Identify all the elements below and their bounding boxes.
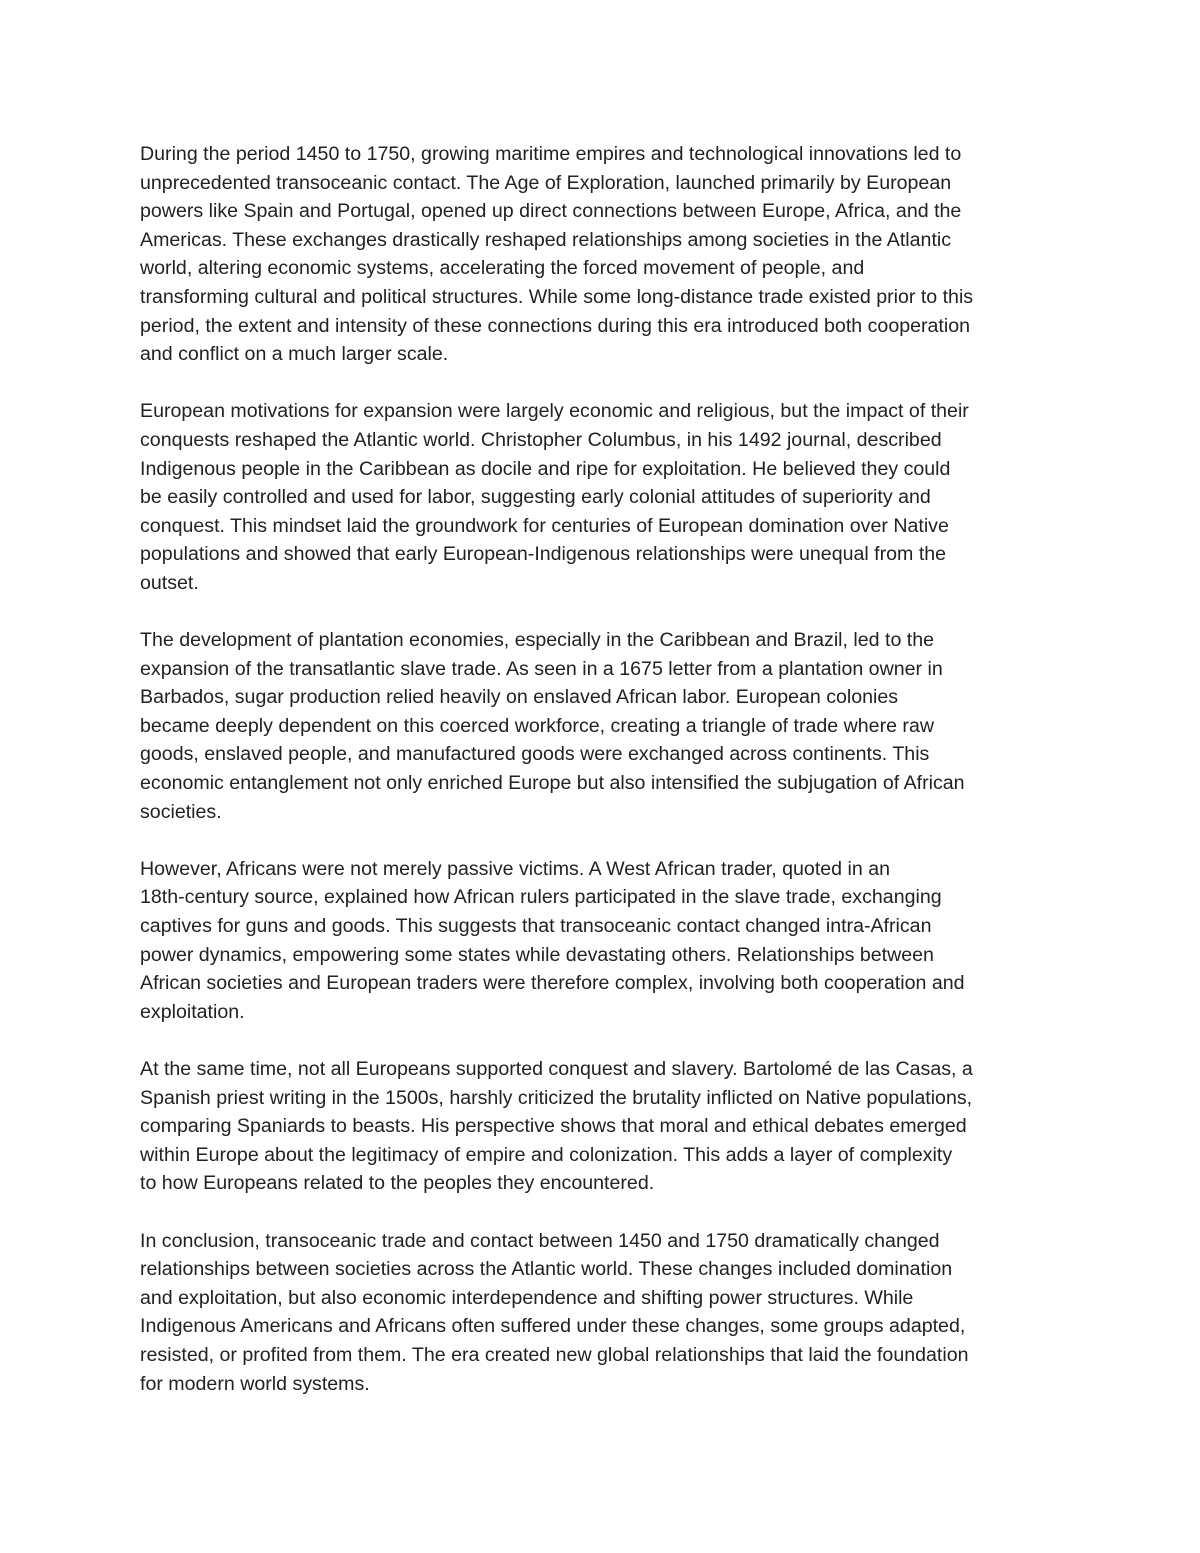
text-line: period, the extent and intensity of these connections during this era introduced both cooperation [140, 314, 971, 337]
text-line: be easily controlled and used for labor, suggesting early colonial attitudes of superiority and [140, 486, 931, 509]
text-line: societies. [140, 800, 222, 823]
document-body [140, 140, 1065, 1427]
text-line: Americas. These exchanges drastically reshaped relationships among societies in the Atlantic [140, 228, 952, 251]
text-line: relationships between societies across the Atlantic world. These changes included domination [140, 1258, 953, 1281]
text-line: exploitation. [140, 1000, 245, 1023]
paragraph [140, 1055, 1065, 1198]
text-line: African societies and European traders were therefore complex, involving both cooperation and [140, 972, 965, 995]
text-line: In conclusion, transoceanic trade and contact between 1450 and 1750 dramatically changed [140, 1229, 940, 1252]
paragraph [140, 855, 1065, 1027]
text-line: economic entanglement not only enriched Europe but also intensified the subjugation of African [140, 772, 965, 795]
text-line: Indigenous Americans and Africans often suffered under these changes, some groups adapted, [140, 1315, 966, 1338]
text-line: unprecedented transoceanic contact. The Age of Exploration, launched primarily by European [140, 171, 952, 194]
text-line: to how Europeans related to the peoples they encountered. [140, 1172, 655, 1195]
text-line: resisted, or profited from them. The era created new global relationships that laid the foundation [140, 1343, 969, 1366]
paragraph [140, 1227, 1065, 1399]
text-line: Indigenous people in the Caribbean as docile and ripe for exploitation. He believed they could [140, 457, 951, 480]
text-line: goods, enslaved people, and manufactured goods were exchanged across continents. This [140, 743, 930, 766]
text-line: transforming cultural and political structures. While some long-distance trade existed prior to this [140, 285, 974, 308]
text-line: expansion of the transatlantic slave trade. As seen in a 1675 letter from a plantation owner in [140, 657, 943, 680]
text-line: The development of plantation economies, especially in the Caribbean and Brazil, led to the [140, 629, 935, 652]
paragraph [140, 397, 1065, 597]
text-line: However, Africans were not merely passive victims. A West African trader, quoted in an [140, 857, 890, 880]
paragraph [140, 140, 1065, 369]
text-line: At the same time, not all Europeans supported conquest and slavery. Bartolomé de las Casas, a [140, 1058, 973, 1080]
text-line: comparing Spaniards to beasts. His perspective shows that moral and ethical debates emerged [140, 1115, 967, 1138]
text-line: 18th-century source, explained how African rulers participated in the slave trade, exchanging [140, 886, 942, 909]
text-line: Spanish priest writing in the 1500s, harshly criticized the brutality inflicted on Native populations, [140, 1086, 973, 1109]
text-line: powers like Spain and Portugal, opened up direct connections between Europe, Africa, and the [140, 200, 962, 223]
text-line: Barbados, sugar production relied heavily on enslaved African labor. European colonies [140, 686, 899, 709]
text-line: and conflict on a much larger scale. [140, 343, 449, 366]
text-line: conquest. This mindset laid the groundwork for centuries of European domination over Native [140, 514, 949, 537]
text-line: European motivations for expansion were largely economic and religious, but the impact of their [140, 400, 969, 423]
text-line: for modern world systems. [140, 1372, 370, 1395]
paragraph [140, 626, 1065, 826]
text-line: became deeply dependent on this coerced workforce, creating a triangle of trade where raw [140, 714, 935, 737]
text-line: populations and showed that early European-Indigenous relationships were unequal from the [140, 543, 947, 566]
text-line: world, altering economic systems, accelerating the forced movement of people, and [140, 257, 865, 280]
text-line: outset. [140, 571, 199, 594]
text-line: power dynamics, empowering some states while devastating others. Relationships between [140, 943, 934, 966]
text-line: captives for guns and goods. This suggests that transoceanic contact changed intra-African [140, 915, 932, 938]
text-line: and exploitation, but also economic interdependence and shifting power structures. While [140, 1286, 914, 1309]
text-line: conquests reshaped the Atlantic world. Christopher Columbus, in his 1492 journal, described [140, 428, 942, 451]
text-line: within Europe about the legitimacy of empire and colonization. This adds a layer of complexity [140, 1143, 953, 1166]
text-line: During the period 1450 to 1750, growing maritime empires and technological innovations led to [140, 143, 962, 165]
